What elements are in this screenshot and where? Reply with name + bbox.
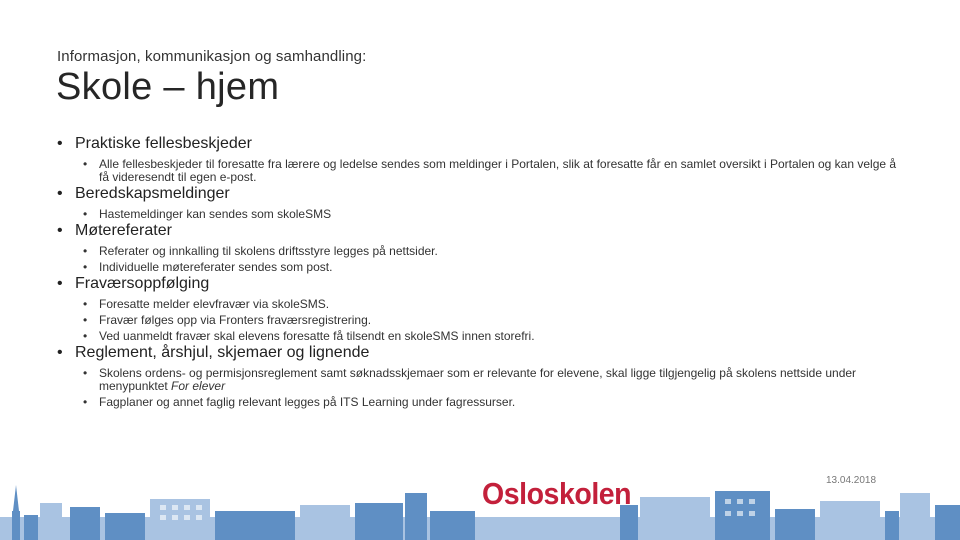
bullet-item: Individuelle møtereferater sendes som post.	[99, 260, 333, 274]
bullet-label: Fraværsoppfølging	[75, 275, 210, 292]
bullet-label: Møtereferater	[75, 222, 172, 239]
bullet-group-praktiske	[57, 134, 897, 184]
city-skyline-illustration	[0, 455, 960, 540]
bullet-icon: •	[83, 313, 88, 327]
bullet-icon: •	[83, 207, 88, 221]
bullet-item: Alle fellesbeskjeder til foresatte fra lærere og ledelse sendes som meldinger i Portalen, slik at foresatte får en samlet oversikt i Portalen og kan velge å få videresendt til egen e-post.	[99, 157, 897, 184]
bullet-label: Praktiske fellesbeskjeder	[75, 135, 252, 152]
bullet-icon: •	[57, 135, 63, 152]
menu-item-reference: For elever	[171, 379, 226, 393]
bullet-icon: •	[83, 260, 88, 274]
bullet-label: Reglement, årshjul, skjemaer og lignende	[75, 344, 370, 361]
bullet-group-fravaer	[57, 274, 897, 343]
bullet-group-reglement	[57, 343, 897, 409]
supertitle: Informasjon, kommunikasjon og samhandling:	[57, 48, 367, 65]
bullet-item: Ved uanmeldt fravær skal elevens foresatte få tilsendt en skoleSMS innen storefri.	[99, 329, 535, 343]
bullet-icon: •	[83, 244, 88, 258]
bullet-icon: •	[83, 157, 88, 171]
bullet-item: Fagplaner og annet faglig relevant legges på ITS Learning under fagressurser.	[99, 395, 516, 409]
bullet-icon: •	[57, 344, 63, 361]
bullet-icon: •	[83, 329, 88, 343]
bullet-group-beredskap	[57, 184, 897, 221]
bullet-list	[57, 134, 897, 409]
bullet-item: Hastemeldinger kan sendes som skoleSMS	[99, 207, 332, 221]
slide-date: 13.04.2018	[826, 475, 877, 486]
bullet-icon: •	[57, 275, 63, 292]
bullet-label: Beredskapsmeldinger	[75, 185, 230, 202]
osloskolen-logo: Osloskolen	[482, 476, 632, 511]
bullet-icon: •	[83, 395, 88, 409]
bullet-item: Foresatte melder elevfravær via skoleSMS.	[99, 297, 330, 311]
bullet-icon: •	[83, 297, 88, 311]
bullet-item: Skolens ordens- og permisjonsreglement samt søknadsskjemaer som er relevante for elevene, skal ligge tilgjengelig på skolens nettside under menypunktet	[99, 366, 857, 393]
bullet-item: Referater og innkalling til skolens driftsstyre legges på nettsider.	[99, 244, 438, 258]
bullet-icon: •	[83, 366, 88, 380]
bullet-icon: •	[57, 185, 63, 202]
bullet-item: Fravær følges opp via Fronters fraværsregistrering.	[99, 313, 372, 327]
bullet-icon: •	[57, 222, 63, 239]
bullet-group-motereferater	[57, 221, 897, 274]
page-title: Skole – hjem	[56, 66, 280, 108]
